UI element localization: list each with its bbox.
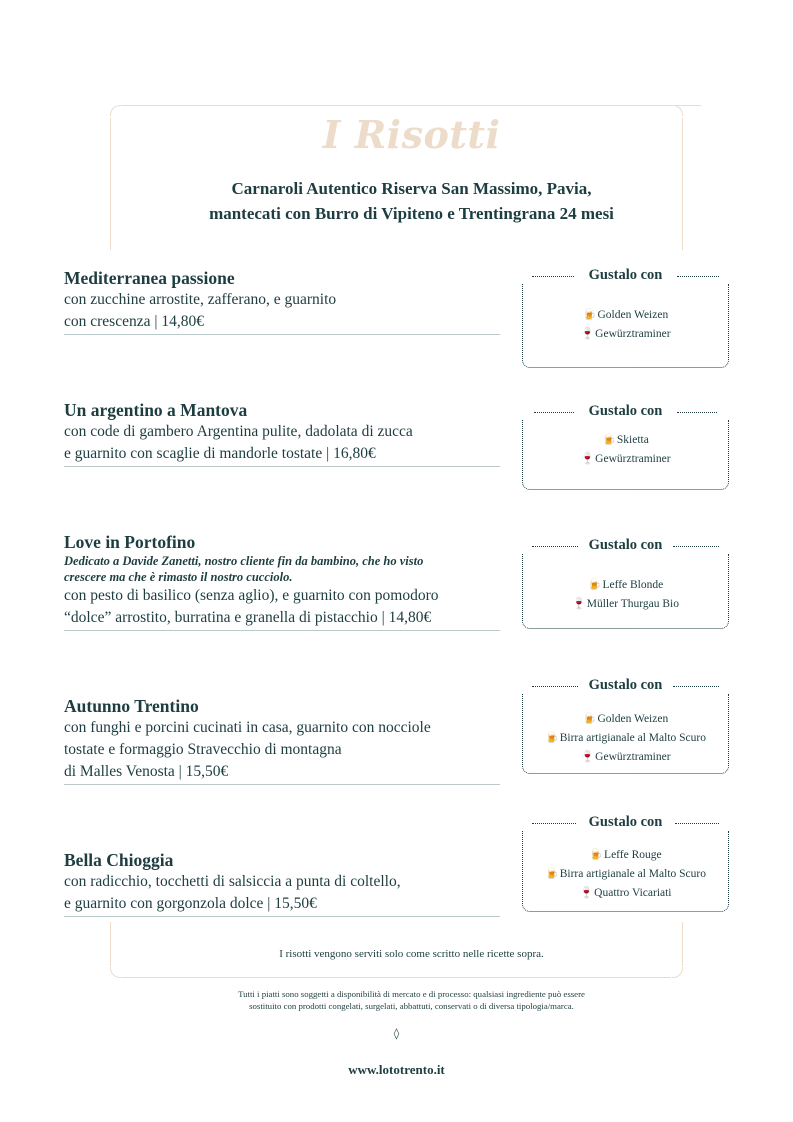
- wine-glass-icon: 🍷: [579, 887, 594, 899]
- dish-description-line: con code di gambero Argentina pulite, dadolata di zucca: [64, 423, 413, 440]
- dish-bella-chioggia: [64, 849, 500, 915]
- dish-description-line: con zucchine arrostite, zafferano, e guarnito: [64, 291, 337, 308]
- dish-description-line: tostate e formaggio Stravecchio di montagna: [64, 741, 342, 758]
- beer-glass-icon: 🍺: [589, 849, 604, 861]
- pairing-item: [522, 595, 729, 614]
- diamond-ornament-icon: ◊: [393, 1027, 400, 1040]
- pairing-label: Gewürztraminer: [595, 453, 671, 465]
- pairing-label: Birra artigianale al Malto Scuro: [559, 868, 706, 880]
- dish-divider: [64, 916, 500, 917]
- dish-dedication-line: crescere ma che è rimasto il nostro cucciolo.: [64, 570, 293, 584]
- dish-name: Autunno Trentino: [64, 696, 199, 716]
- pairing-title: Gustalo con: [588, 537, 663, 553]
- website-link[interactable]: www.lototrento.it: [348, 1062, 445, 1077]
- pairing-label: Skietta: [616, 434, 649, 446]
- frame-bottom-line: [122, 977, 671, 978]
- dish-name: Un argentino a Mantova: [64, 400, 248, 420]
- dish-un-argentino-a-mantova: [64, 399, 500, 465]
- dish-description-line: e guarnito con scaglie di mandorle tostate | 16,80€: [64, 445, 376, 462]
- pairing-label: Leffe Rouge: [604, 849, 662, 861]
- pairing-label: Müller Thurgau Bio: [586, 598, 679, 610]
- pairing-item: [522, 729, 729, 748]
- pairing-list: [522, 846, 729, 903]
- pairing-box: [522, 537, 729, 629]
- pairing-item: [522, 325, 729, 344]
- wine-glass-icon: 🍷: [580, 328, 595, 340]
- beer-glass-icon: 🍺: [545, 732, 559, 744]
- dish-mediterranea-passione: [64, 267, 500, 333]
- pairing-item: [522, 748, 729, 767]
- dish-description-line: “dolce” arrostito, burratina e granella di pistacchio | 14,80€: [64, 609, 432, 626]
- wine-glass-icon: 🍷: [580, 751, 595, 763]
- pairing-label: Golden Weizen: [597, 309, 669, 321]
- beer-glass-icon: 🍺: [587, 579, 602, 591]
- frame-corner-br: [672, 967, 683, 978]
- dish-description-line: con radicchio, tocchetti di salsiccia a punta di coltello,: [64, 873, 401, 890]
- pairing-list: [522, 431, 729, 469]
- pairing-list: [522, 710, 729, 767]
- dish-description-line: e guarnito con gorgonzola dolce | 15,50€: [64, 895, 317, 912]
- dish-divider: [64, 334, 500, 335]
- beer-glass-icon: 🍺: [602, 434, 616, 446]
- pairing-label: Quattro Vicariati: [594, 887, 672, 899]
- dish-divider: [64, 466, 500, 467]
- dish-love-in-portofino: [64, 531, 500, 629]
- dish-dedication-line: Dedicato a Davide Zanetti, nostro cliente fin da bambino, che ho visto: [64, 554, 424, 568]
- dish-name: Love in Portofino: [64, 532, 196, 552]
- dish-description-line: con pesto di basilico (senza aglio), e guarnito con pomodoro: [64, 587, 439, 604]
- page-title: I Risotti: [322, 112, 501, 157]
- dish-description-line: con funghi e porcini cucinati in casa, guarnito con nocciole: [64, 719, 431, 736]
- dish-name: Bella Chioggia: [64, 850, 174, 870]
- pairing-label: Gewürztraminer: [595, 328, 671, 340]
- frame-corner-bl: [110, 967, 121, 978]
- pairing-item: [522, 306, 729, 325]
- disclaimer-line: Tutti i piatti sono soggetti a disponibilità di mercato e di processo: qualsiasi ingrediente può essere: [238, 989, 585, 999]
- pairing-box: [522, 267, 729, 368]
- dish-name: Mediterranea passione: [64, 268, 235, 288]
- beer-glass-icon: 🍺: [582, 309, 597, 321]
- dish-description-line: con crescenza | 14,80€: [64, 313, 204, 330]
- pairing-title: Gustalo con: [588, 814, 663, 830]
- pairing-item: [522, 710, 729, 729]
- pairing-item: [522, 846, 729, 865]
- wine-glass-icon: 🍷: [572, 598, 586, 610]
- dish-divider: [64, 784, 500, 785]
- frame-top-line: [122, 105, 701, 106]
- pairing-box: [522, 814, 729, 912]
- pairing-label: Golden Weizen: [597, 713, 669, 725]
- beer-glass-icon: 🍺: [545, 868, 559, 880]
- pairing-label: Birra artigianale al Malto Scuro: [559, 732, 706, 744]
- pairing-box: [522, 403, 729, 490]
- pairing-title: Gustalo con: [588, 403, 663, 419]
- dish-autunno-trentino: [64, 695, 500, 783]
- pairing-box: [522, 677, 729, 774]
- pairing-list: [522, 576, 729, 614]
- pairing-item: [522, 450, 729, 469]
- pairing-item: [522, 884, 729, 903]
- subtitle-line-2: mantecati con Burro di Vipiteno e Trentingrana 24 mesi: [209, 204, 614, 223]
- disclaimer: [150, 988, 673, 1012]
- pairing-label: Gewürztraminer: [595, 751, 671, 763]
- subtitle-line-1: Carnaroli Autentico Riserva San Massimo, Pavia,: [231, 179, 592, 198]
- page-subtitle: [110, 176, 713, 226]
- pairing-title: Gustalo con: [588, 267, 663, 283]
- wine-glass-icon: 🍷: [580, 453, 595, 465]
- pairing-title: Gustalo con: [588, 677, 663, 693]
- pairing-list: [522, 306, 729, 344]
- dish-divider: [64, 630, 500, 631]
- pairing-item: [522, 576, 729, 595]
- pairing-item: [522, 431, 729, 450]
- risotti-note: I risotti vengono serviti solo come scritto nelle ricette sopra.: [279, 948, 544, 960]
- dish-description-line: di Malles Venosta | 15,50€: [64, 763, 229, 780]
- disclaimer-line: sostituito con prodotti congelati, surgelati, abbattuti, conservati o di diversa tipologia/marca.: [249, 1001, 574, 1011]
- beer-glass-icon: 🍺: [582, 713, 597, 725]
- pairing-item: [522, 865, 729, 884]
- pairing-label: Leffe Blonde: [602, 579, 664, 591]
